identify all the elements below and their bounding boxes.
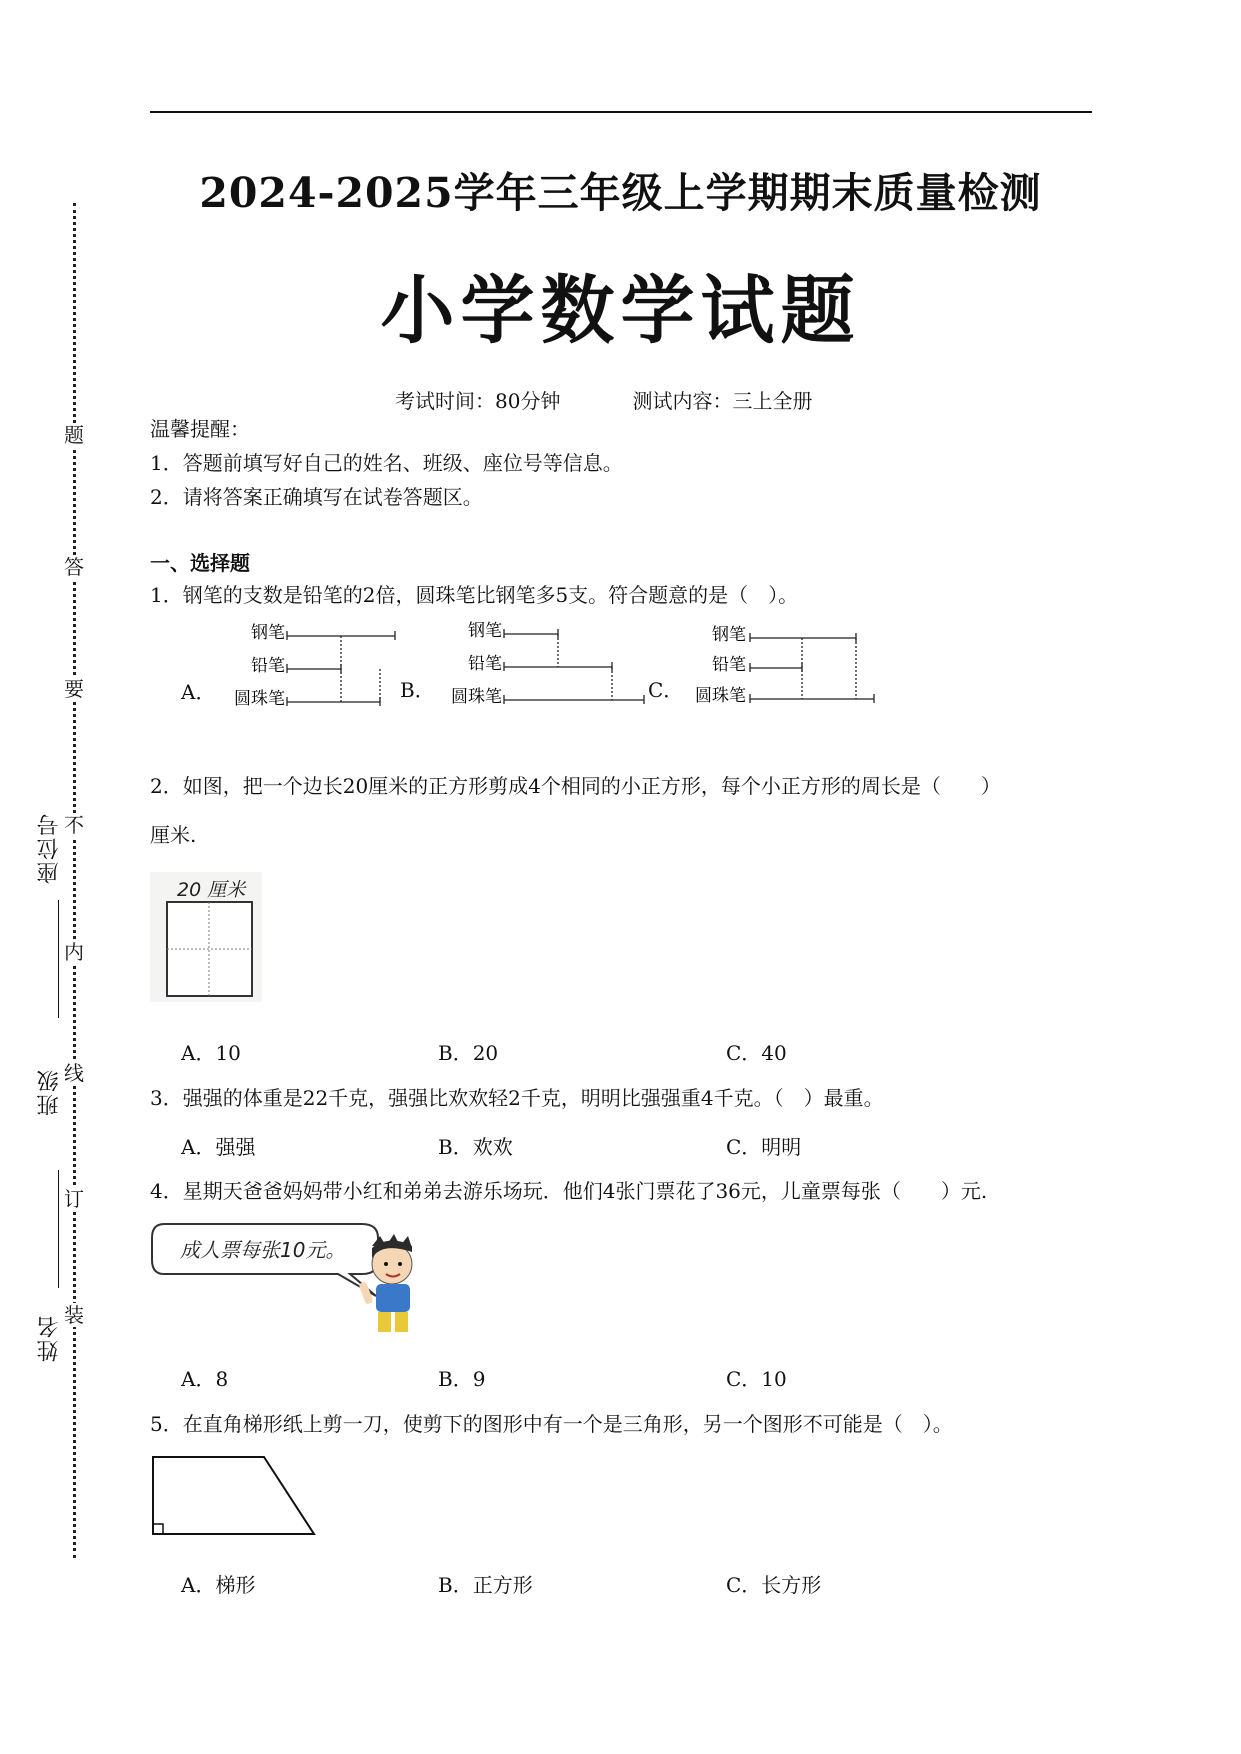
top-rule [150,111,1092,113]
bar-label: 铅笔 [712,655,746,675]
seal-char: 要 [60,677,88,701]
question-4-stem: 4．星期天爸爸妈妈带小红和弟弟去游乐场玩．他们4张门票花了36元，儿童票每张（ ）元. [150,1179,988,1203]
notice-title: 温馨提醒： [150,417,250,441]
bar-label: 铅笔 [468,654,502,674]
bar-label: 钢笔 [468,621,502,641]
figure-label: 20 厘米 [177,879,246,901]
q3-option-b[interactable]: B．欢欢 [438,1135,513,1159]
q1-diagram-b [432,614,652,714]
question-2-stem: 2．如图，把一个边长20厘米的正方形剪成4个相同的小正方形，每个小正方形的周长是（ ） [150,774,1001,798]
q4-speech-figure [150,1218,430,1338]
bar-label: 铅笔 [251,656,285,676]
seal-char: 装 [60,1303,88,1327]
q1-option-a[interactable]: A． [181,680,216,704]
question-2-stem-cont: 厘米. [150,823,197,847]
bar-label: 圆珠笔 [695,686,746,706]
notice-item: 2．请将答案正确填写在试卷答题区。 [150,485,483,509]
seal-char: 内 [60,940,88,964]
bar-label: 钢笔 [712,625,746,645]
binding-dotted-line [73,203,76,1558]
q5-trapezoid-figure [150,1454,320,1538]
seal-char: 不 [60,813,88,837]
q2-option-a[interactable]: A．10 [181,1041,241,1065]
q5-option-b[interactable]: B．正方形 [438,1573,533,1597]
question-3-stem: 3．强强的体重是22千克，强强比欢欢轻2千克，明明比强强重4千克。（ ）最重。 [150,1086,884,1110]
seal-char: 题 [60,423,88,447]
seal-char: 答 [60,555,88,579]
exam-title: 2024-2025学年三年级上学期期末质量检测 [199,169,1042,217]
name-label: 姓名 [37,1314,62,1362]
notice-item: 1．答题前填写好自己的姓名、班级、座位号等信息。 [150,451,623,475]
q4-option-c[interactable]: C．10 [726,1367,787,1391]
q1-diagram-c [676,620,886,715]
exam-content: 测试内容：三上全册 [632,389,813,413]
speech-text: 成人票每张10元。 [180,1238,346,1262]
bar-label: 圆珠笔 [234,689,285,709]
q5-option-a[interactable]: A．梯形 [181,1573,256,1597]
q5-option-c[interactable]: C．长方形 [726,1573,822,1597]
q4-option-a[interactable]: A．8 [181,1367,229,1391]
q3-option-a[interactable]: A．强强 [181,1135,256,1159]
q3-option-c[interactable]: C．明明 [726,1135,802,1159]
section-title: 一、选择题 [150,551,250,575]
class-label: 班级 [37,1068,62,1116]
seat-label: 座位号 [37,812,62,884]
exam-time: 考试时间：80分钟 [395,389,561,413]
bar-label: 圆珠笔 [451,687,502,707]
q2-option-c[interactable]: C．40 [726,1041,787,1065]
q2-square-figure [150,872,262,1002]
class-write-line [58,1170,59,1288]
q1-diagram-a [215,616,400,716]
question-1-stem: 1．钢笔的支数是铅笔的2倍，圆珠笔比钢笔多5支。符合题意的是（ ）。 [150,583,799,607]
question-5-stem: 5．在直角梯形纸上剪一刀，使剪下的图形中有一个是三角形，另一个图形不可能是（ ）。 [150,1412,953,1436]
seal-char: 订 [60,1187,88,1211]
bar-label: 钢笔 [251,623,285,643]
exam-info [395,385,812,414]
q1-option-c[interactable]: C． [648,678,684,702]
q4-option-b[interactable]: B．9 [438,1367,486,1391]
q1-option-b[interactable]: B． [400,678,435,702]
seal-char: 线 [60,1061,88,1085]
subject-title: 小学数学试题 [380,268,861,354]
right-trapezoid [153,1457,314,1534]
seat-write-line [58,900,59,1018]
q2-option-b[interactable]: B．20 [438,1041,499,1065]
